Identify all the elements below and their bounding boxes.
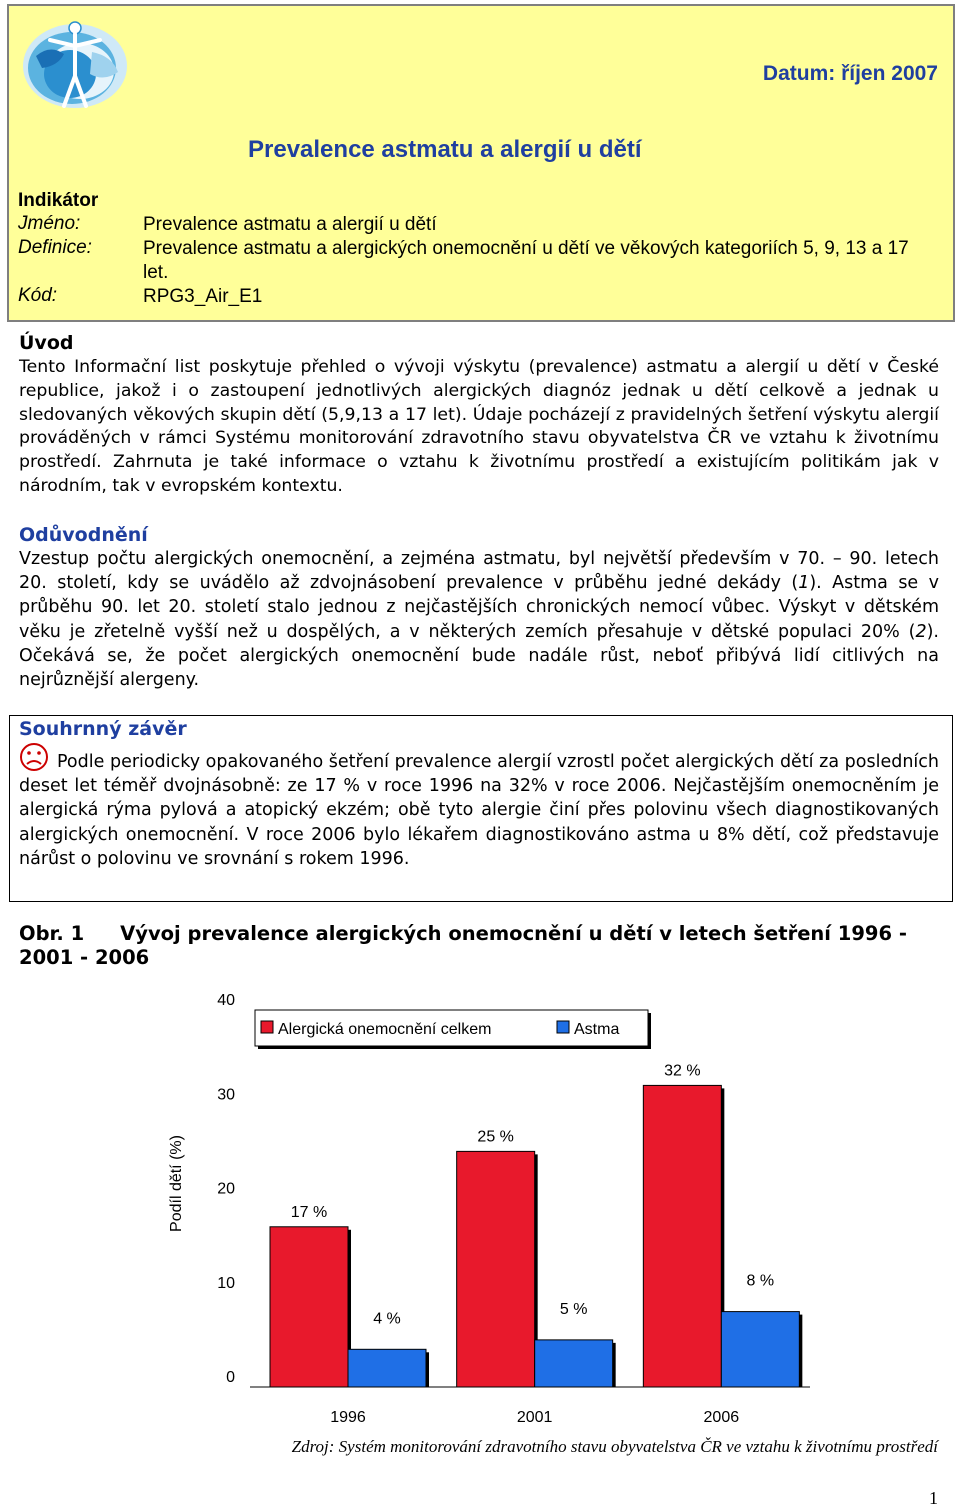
rationale-text-part-2: ). Astma se v průběhu 90. let 20. století stalo jednou z nejčastějších chronických nemocí vůbec. Výskyt v dětském věku je zřetelně vyšší než u dospělých, a v některých zemích přesahuje v dětské populaci 20% ( [19,573,939,642]
y-axis-label: Podíl dětí (%) [168,1135,185,1232]
logo-icon [20,16,130,112]
summary-text: Podle periodicky opakovaného šetření prevalence alergií vzrostl počet alergických dětí za posledních deset let téměř dvojnásobně: ze 17 % v roce 1996 na 32% v roce 2006. Nejčastějším onemocněním je alergická rýma pylová a atopický ekzém; obě tyto alergie činí přes polovinu všech diagnostikovaných alergických onemocnění. V roce 2006 bylo lékařem diagnostikováno astma u 8% dětí, což představuje nárůst o polovinu ve srovnání s rokem 1996. [19,752,939,869]
indicator-name-value: Prevalence astmatu a alergií u dětí [143,214,437,235]
rationale-text [19,547,939,692]
indicator-definition-value: Prevalence astmatu a alergických onemocnění u dětí ve věkových kategoriích 5, 9, 13 a 17 let. [143,238,909,283]
indicator-code-value: RPG3_Air_E1 [143,286,263,307]
figure-number: Obr. 1 [19,922,85,945]
intro-heading: Úvod [19,332,74,354]
data-label: 17 % [290,1203,328,1221]
legend-swatch [557,1021,569,1033]
legend-entry: Astma [574,1021,620,1038]
figure-source: Zdroj: Systém monitorování zdravotního stavu obyvatelstva ČR ve vztahu k životnímu prostředí [291,1437,938,1456]
data-label: 25 % [477,1128,514,1146]
figure-caption [19,922,944,970]
bar-allergy-1996 [270,1227,348,1387]
bar-asthma-2001 [535,1340,613,1387]
rationale-heading: Odůvodnění [19,524,148,546]
document-date: Datum: říjen 2007 [762,62,938,85]
summary-heading: Souhrnný závěr [19,718,187,740]
prevalence-bar-chart [150,985,850,1430]
y-tick-label: 10 [217,1274,235,1292]
bar-asthma-1996 [348,1349,426,1387]
bar-asthma-2006 [721,1312,799,1387]
legend-entry: Alergická onemocnění celkem [278,1021,492,1038]
x-tick-label: 2001 [516,1409,553,1426]
page-number: 1 [929,1488,938,1508]
legend-swatch [261,1021,273,1033]
intro-text: Tento Informační list poskytuje přehled o vývoji výskytu (prevalence) astmatu a alergií u dětí v České republice, jakož i o zastoupení jednotlivých alergických diagnóz jednak u dětí celkově a jednak u sledovaných věkových skupin dětí (5,9,13 a 17 let). Údaje pocházejí z pravidelných šetření výskytu alergií prováděných v rámci Systému monitorování zdravotního stavu obyvatelstva ČR ve vztahu k životnímu prostředí. Zahrnuta je také informace o vztahu k životnímu prostředí a existujícím politikám jak v národním, tak v evropském kontextu. [19,357,939,496]
indicator-definition-label: Definice: [18,237,92,258]
bar-allergy-2006 [643,1085,721,1387]
data-label: 4 % [373,1310,401,1328]
indicator-name-label: Jméno: [18,213,81,234]
y-tick-label: 20 [217,1180,235,1198]
x-tick-label: 2006 [703,1409,740,1426]
indicator-code-label: Kód: [18,285,58,306]
bar-allergy-2001 [457,1151,535,1387]
rationale-text-part-3: ). Očekává se, že počet alergických onemocnění bude nadále růst, neboť přibývá lidí citlivých na nejrůznější alergeny. [19,621,939,691]
y-tick-label: 30 [217,1086,235,1104]
indicator-heading: Indikátor [18,190,99,211]
rationale-ref-2: 2 [915,621,927,642]
data-label: 32 % [664,1062,701,1080]
page-title: Prevalence astmatu a alergií u dětí [248,136,642,163]
data-label: 5 % [559,1300,588,1318]
rationale-text-part-1: Vzestup počtu alergických onemocnění, a zejména astmatu, byl největší především v 70. – 90. letech 20. století, kdy se uvádělo až zdvojnásobení prevalence v průběhu jedné dekády ( [19,549,939,594]
rationale-ref-1: 1 [798,573,810,594]
figure-title: Vývoj prevalence alergických onemocnění u dětí v letech šetření 1996 - 2001 - 2006 [19,922,907,969]
y-tick-label: 40 [217,992,235,1009]
data-label: 8 % [746,1272,775,1290]
x-tick-label: 1996 [330,1409,366,1426]
y-tick-label: 0 [226,1369,235,1386]
